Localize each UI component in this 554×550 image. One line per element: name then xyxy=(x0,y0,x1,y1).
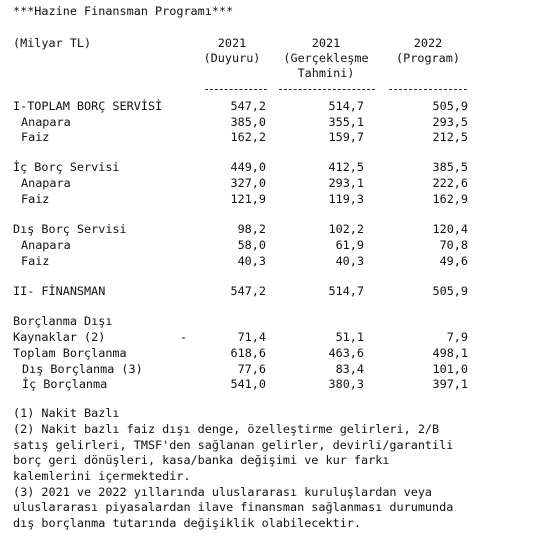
value-2021-duyuru: 71,4 xyxy=(237,330,266,344)
value-2022-program: 293,5 xyxy=(432,115,468,129)
table-row xyxy=(0,176,554,191)
col2-year: 2021 xyxy=(311,36,341,50)
value-2021-tahmin: 61,9 xyxy=(335,238,364,252)
header-line-1 xyxy=(0,36,554,51)
row-label: Faiz xyxy=(21,254,50,268)
value-2021-duyuru: 541,0 xyxy=(230,377,266,391)
table-row xyxy=(0,99,554,114)
row-label: Borçlanma Dışı xyxy=(13,314,113,328)
value-2021-duyuru: 547,2 xyxy=(230,284,266,298)
row-label: İç Borç Servisi xyxy=(13,160,120,174)
value-2021-tahmin: 355,1 xyxy=(328,115,364,129)
value-2021-duyuru: 162,2 xyxy=(230,130,266,144)
table-row xyxy=(0,284,554,299)
row-label: Dış Borçlanma (3) xyxy=(22,362,143,376)
value-2021-duyuru: 327,0 xyxy=(230,176,266,190)
value-2022-program: 70,8 xyxy=(439,238,468,252)
footnote-3-cont: dış borçlanma tutarında değişiklik olabilecektir. xyxy=(13,516,362,530)
value-2021-duyuru: 40,3 xyxy=(237,254,266,268)
value-2021-duyuru: 77,6 xyxy=(237,362,266,376)
table-row xyxy=(0,192,554,207)
col1-rule xyxy=(205,89,267,90)
header-line-2 xyxy=(0,51,554,66)
header-line-3 xyxy=(0,66,554,81)
table-row xyxy=(0,362,554,377)
value-2021-tahmin: 40,3 xyxy=(335,254,364,268)
value-2022-program: 7,9 xyxy=(446,330,468,344)
footnote-1: (1) Nakit Bazlı xyxy=(13,406,120,420)
table-row xyxy=(0,254,554,269)
value-2022-program: 120,4 xyxy=(432,222,468,236)
value-2021-duyuru: 121,9 xyxy=(230,192,266,206)
value-2021-duyuru: 385,0 xyxy=(230,115,266,129)
table-row xyxy=(0,330,554,345)
value-2021-tahmin: 83,4 xyxy=(335,362,364,376)
row-label: I-TOPLAM BORÇ SERVİSİ xyxy=(13,99,163,113)
footnote-2-cont: borç geri dönüşleri, kasa/banka değişimi ve kur farkı xyxy=(13,453,390,467)
document-title-line xyxy=(0,4,554,19)
value-2022-program: 505,9 xyxy=(432,284,468,298)
value-2022-program: 385,5 xyxy=(432,160,468,174)
value-2022-program: 49,6 xyxy=(439,254,468,268)
value-2021-duyuru: 449,0 xyxy=(230,160,266,174)
value-2021-duyuru: 547,2 xyxy=(230,99,266,113)
table-row xyxy=(0,346,554,361)
table-row xyxy=(0,130,554,145)
value-2021-duyuru: 58,0 xyxy=(237,238,266,252)
col3-subtitle: (Program) xyxy=(396,51,460,65)
value-2021-duyuru: 618,6 xyxy=(230,346,266,360)
row-label: Dış Borç Servisi xyxy=(13,222,127,236)
col3-year: 2022 xyxy=(413,36,443,50)
value-2021-tahmin: 380,3 xyxy=(328,377,364,391)
value-2022-program: 498,1 xyxy=(432,346,468,360)
footnote-2-cont: kalemlerini içermektedir. xyxy=(13,469,191,483)
value-2022-program: 212,5 xyxy=(432,130,468,144)
header-rules xyxy=(0,81,554,96)
col1-subtitle: (Duyuru) xyxy=(203,51,261,65)
value-2021-tahmin: 102,2 xyxy=(328,222,364,236)
value-2021-tahmin: 412,5 xyxy=(328,160,364,174)
footnote-2-cont: satış gelirleri, TMSF'den sağlanan gelirler, devirli/garantili xyxy=(13,438,454,452)
col2-rule xyxy=(279,89,375,90)
row-label: Anapara xyxy=(21,238,71,252)
table-row xyxy=(0,238,554,253)
footnote-3: (3) 2021 ve 2022 yıllarında uluslararası kuruluşlardan veya xyxy=(13,485,433,499)
table-row xyxy=(0,115,554,130)
col2-subtitle: (Gerçekleşme xyxy=(283,51,369,65)
value-2021-tahmin: 514,7 xyxy=(328,284,364,298)
unit-label: (Milyar TL) xyxy=(13,36,92,50)
value-2022-program: 397,1 xyxy=(432,377,468,391)
table-row xyxy=(0,160,554,175)
value-2021-tahmin: 463,6 xyxy=(328,346,364,360)
dash-mark: - xyxy=(180,330,188,344)
row-label: Anapara xyxy=(21,115,71,129)
row-label: Toplam Borçlanma xyxy=(13,346,127,360)
value-2022-program: 222,6 xyxy=(432,176,468,190)
footnote-2: (2) Nakit bazlı faiz dışı denge, özelleştirme gelirleri, 2/B xyxy=(13,422,440,436)
value-2021-tahmin: 514,7 xyxy=(328,99,364,113)
col3-rule xyxy=(389,89,467,90)
footnote-3-cont: uluslararası piyasalardan ilave finansman sağlanması durumunda xyxy=(13,500,454,514)
value-2021-tahmin: 293,1 xyxy=(328,176,364,190)
document-title: ***Hazine Finansman Programı*** xyxy=(13,4,234,18)
value-2021-tahmin: 159,7 xyxy=(328,130,364,144)
row-label: Faiz xyxy=(21,192,50,206)
row-label: Faiz xyxy=(21,130,50,144)
value-2022-program: 101,0 xyxy=(432,362,468,376)
value-2021-tahmin: 119,3 xyxy=(328,192,364,206)
row-label: Anapara xyxy=(21,176,71,190)
row-label: Kaynaklar (2) xyxy=(13,330,106,344)
value-2021-duyuru: 98,2 xyxy=(237,222,266,236)
value-2021-tahmin: 51,1 xyxy=(335,330,364,344)
col2-subtitle-2: Tahmini) xyxy=(297,66,355,80)
table-row xyxy=(0,377,554,392)
value-2022-program: 162,9 xyxy=(432,192,468,206)
row-label: II- FİNANSMAN xyxy=(13,284,106,298)
value-2022-program: 505,9 xyxy=(432,99,468,113)
table-row xyxy=(0,314,554,329)
col1-year: 2021 xyxy=(217,36,247,50)
table-row xyxy=(0,222,554,237)
row-label: İç Borçlanma xyxy=(22,377,108,391)
